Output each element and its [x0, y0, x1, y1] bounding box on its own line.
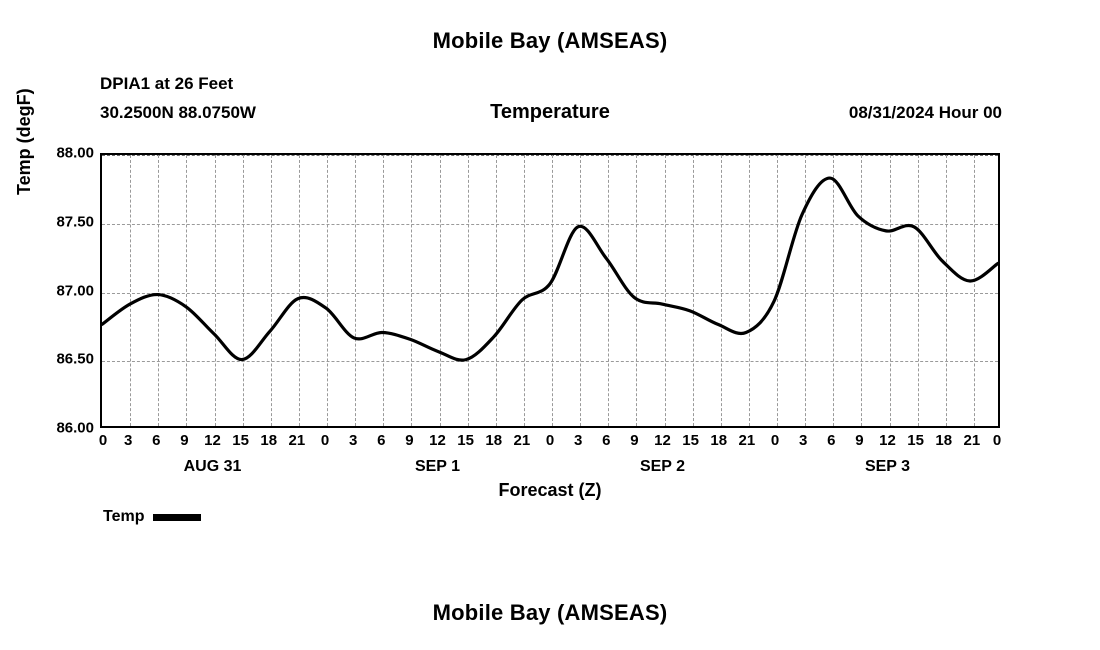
page-title: Mobile Bay (AMSEAS) — [432, 28, 668, 53]
x-axis-day-labels — [100, 458, 1000, 480]
x-tick-label: 9 — [630, 432, 639, 449]
legend — [103, 508, 201, 526]
x-tick-label: 6 — [602, 432, 611, 449]
y-tick-label: 88.00 — [56, 144, 94, 162]
x-tick-label: 15 — [682, 432, 699, 449]
y-axis-label: Temp (degF) — [14, 88, 34, 195]
x-tick-label: 21 — [963, 432, 981, 449]
x-tick-label: 0 — [992, 432, 1002, 449]
x-tick-label: 21 — [738, 432, 756, 449]
legend-swatch-temp — [153, 514, 201, 521]
x-tick-label: 12 — [879, 432, 896, 449]
x-tick-label: 3 — [573, 432, 583, 449]
x-tick-label: 6 — [377, 432, 386, 449]
coordinates-label: 30.2500N 88.0750W — [100, 103, 256, 122]
y-tick-label: 87.50 — [56, 213, 94, 231]
x-tick-label: 9 — [405, 432, 414, 449]
x-tick-label: 3 — [348, 432, 358, 449]
x-tick-label: 18 — [935, 432, 953, 449]
y-axis-ticks — [0, 144, 94, 437]
x-day-label: SEP 3 — [864, 458, 911, 475]
x-day-label: SEP 1 — [414, 458, 461, 475]
station-label: DPIA1 at 26 Feet — [100, 74, 234, 93]
legend-label: Temp — [103, 508, 145, 525]
x-tick-label: 3 — [123, 432, 133, 449]
variable-label: Temperature — [490, 101, 610, 123]
x-tick-label: 0 — [98, 432, 108, 449]
x-tick-label: 9 — [855, 432, 864, 449]
x-tick-label: 18 — [485, 432, 503, 449]
x-tick-label: 12 — [429, 432, 446, 449]
x-day-label: AUG 31 — [183, 458, 242, 475]
x-tick-label: 18 — [260, 432, 278, 449]
x-tick-label: 9 — [180, 432, 189, 449]
x-tick-label: 15 — [907, 432, 924, 449]
x-tick-label: 21 — [513, 432, 531, 449]
x-tick-label: 6 — [152, 432, 161, 449]
x-axis-ticks — [100, 432, 1000, 452]
x-tick-label: 15 — [457, 432, 474, 449]
y-tick-label: 86.50 — [56, 350, 94, 368]
x-tick-label: 15 — [232, 432, 249, 449]
x-tick-label: 12 — [204, 432, 221, 449]
x-tick-label: 0 — [770, 432, 780, 449]
x-tick-label: 21 — [288, 432, 306, 449]
x-tick-label: 0 — [545, 432, 555, 449]
x-tick-label: 12 — [654, 432, 671, 449]
x-tick-label: 3 — [798, 432, 808, 449]
y-tick-label: 86.00 — [56, 419, 94, 437]
series-path-temp — [102, 178, 998, 360]
run-time-label: 08/31/2024 Hour 00 — [848, 103, 1002, 122]
x-day-label: SEP 2 — [639, 458, 686, 475]
x-tick-label: 0 — [320, 432, 330, 449]
y-tick-label: 87.00 — [56, 282, 94, 299]
x-tick-label: 18 — [710, 432, 728, 449]
temp-series-line — [102, 155, 998, 426]
plot-inner — [102, 155, 998, 426]
x-axis-label: Forecast (Z) — [498, 480, 602, 500]
page-title-bottom: Mobile Bay (AMSEAS) — [432, 600, 668, 625]
x-tick-label: 6 — [827, 432, 836, 449]
plot-area — [100, 153, 1000, 428]
